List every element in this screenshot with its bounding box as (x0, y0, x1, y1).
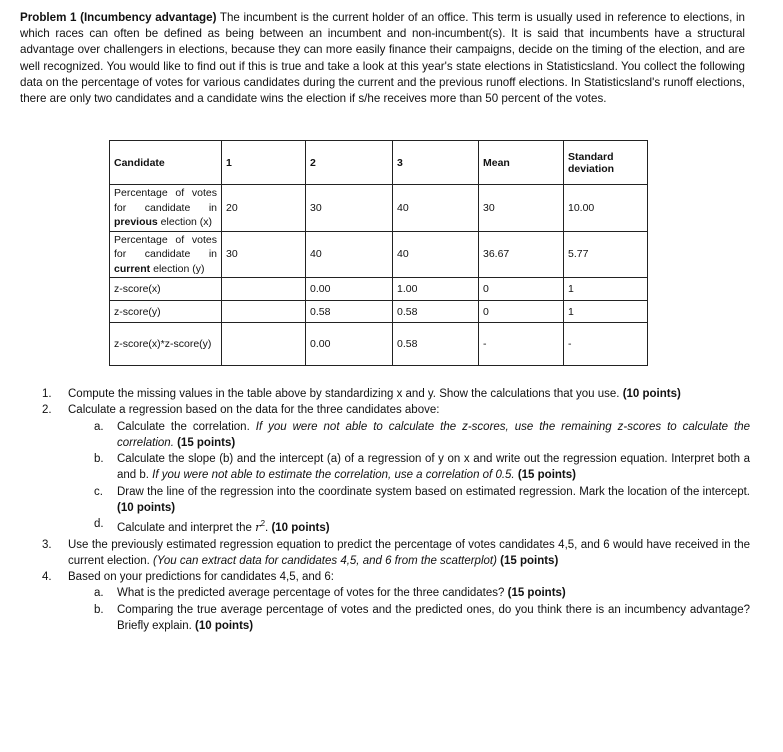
table-cell: 36.67 (479, 231, 564, 278)
question-item (20, 386, 750, 402)
question-text: Calculate the slope (b) and the intercept (a) of a regression of y on x and write out the regression equation. Interpret both a and b. (117, 453, 750, 482)
table-cell: 0 (479, 301, 564, 323)
question-text: Calculate a regression based on the data for the three candidates above: (68, 404, 440, 417)
row-label: z-score(x) (110, 278, 222, 301)
header-cell: 3 (393, 141, 479, 185)
subquestion-item (20, 451, 750, 484)
subquestion-item (20, 419, 750, 452)
problem-text: The incumbent is the current holder of an office. This term is usually used in reference to elections, in which races can often be defined as being between an incumbent and non-incumbent(s). It is said that incumbents have a structural advantage over challengers in elections, because they can more easily finance their campaigns, decide on the timing of the election, and are well recognized. You would like to find out if this is true and take a look at this year's state elections in Statisticsland. You collect the following data on the percentage of votes for various candidates during the current and the previous runoff elections. In Statisticsland's runoff elections, there are only two candidates and a candidate wins the election if s/he receives more than 50 percent of the votes. (20, 11, 745, 106)
r-squared-symbol: r (255, 520, 261, 535)
table-cell: 0.58 (393, 301, 479, 323)
table-cell: 20 (222, 185, 306, 232)
table-cell: 30 (479, 185, 564, 232)
question-points: (10 points) (271, 522, 330, 535)
question-text: Compute the missing values in the table above by standardizing x and y. Show the calculations that you use. (68, 388, 620, 400)
table-cell: 1 (564, 301, 648, 323)
table-cell: 40 (306, 231, 393, 278)
subquestion-letter: a. (94, 587, 104, 600)
question-text: Use the previously estimated regression equation to predict the percentage of votes candidates 4,5, and 6 would have received in the current election. (68, 538, 750, 567)
question-note: If you were not able to estimate the correlation, use a correlation of 0.5. (152, 469, 515, 482)
question-number: 4. (42, 571, 52, 584)
question-text: Comparing the true average percentage of votes and the predicted ones, do you think there is an incumbency advantage? Briefly explain. (117, 603, 750, 632)
question-text: What is the predicted average percentage of votes for the three candidates? (117, 587, 505, 600)
table-cell: - (564, 323, 648, 366)
question-list (20, 386, 750, 634)
question-note: (You can extract data for candidates 4,5, and 6 from the scatterplot) (153, 554, 497, 567)
question-number: 2. (42, 404, 52, 417)
header-cell: Standard deviation (564, 141, 648, 185)
question-text: Based on your predictions for candidates 4,5, and 6: (68, 571, 334, 584)
header-cell: Candidate (110, 141, 222, 185)
header-cell: Mean (479, 141, 564, 185)
subquestion-letter: a. (94, 420, 104, 433)
question-item (20, 569, 750, 585)
question-points: (15 points) (517, 469, 576, 482)
question-points: (15 points) (500, 554, 559, 567)
superscript: 2 (260, 519, 266, 529)
question-item (20, 537, 750, 570)
header-cell: 2 (306, 141, 393, 185)
question-points: (10 points) (622, 388, 681, 400)
table-cell: 5.77 (564, 231, 648, 278)
question-text: Calculate and interpret the (117, 522, 256, 535)
question-text: Calculate the correlation. (117, 420, 256, 433)
table-cell: 1.00 (393, 278, 479, 301)
table-cell: 0.58 (393, 323, 479, 366)
question-number: 3. (42, 538, 52, 551)
subquestion-item: d. Calculate and interpret the $r^2$. (10 points) (94, 518, 330, 535)
subquestion-item (20, 602, 750, 635)
question-item (20, 402, 750, 418)
table-row (110, 323, 648, 366)
table-cell (222, 323, 306, 366)
question-note: If you were not able to calculate the z-scores, use the remaining z-scores to calculate the correlation. (117, 420, 750, 449)
table-row (110, 301, 648, 323)
row-label: z-score(x)*z-score(y) (110, 323, 222, 366)
subquestion-item (20, 484, 750, 517)
table-cell: 0.00 (306, 323, 393, 366)
row-label: Percentage of votes for candidate in previous election (x) (110, 185, 222, 232)
question-points: (15 points) (177, 436, 236, 449)
question-number: 1. (42, 388, 52, 400)
data-table (109, 140, 648, 366)
question-text: Draw the line of the regression into the coordinate system based on estimated regression. Mark the location of the intercept. (117, 485, 750, 498)
table-cell: 40 (393, 185, 479, 232)
question-points: (10 points) (195, 619, 254, 632)
question-points: (10 points) (117, 502, 176, 515)
table-row (110, 278, 648, 301)
table-cell: - (479, 323, 564, 366)
subquestion-letter: b. (94, 603, 104, 616)
row-label: z-score(y) (110, 301, 222, 323)
table-cell: 40 (393, 231, 479, 278)
table-cell: 30 (222, 231, 306, 278)
table-cell: 0.58 (306, 301, 393, 323)
table-cell: 1 (564, 278, 648, 301)
table-cell (222, 301, 306, 323)
table-header-row (110, 141, 648, 185)
subquestion-item (20, 585, 750, 601)
table-cell: 10.00 (564, 185, 648, 232)
row-label: Percentage of votes for candidate in current election (y) (110, 231, 222, 278)
header-cell: 1 (222, 141, 306, 185)
table-cell: 30 (306, 185, 393, 232)
subquestion-letter: b. (94, 453, 104, 466)
question-points: (15 points) (507, 587, 566, 600)
problem-intro (20, 10, 745, 107)
table-cell: 0 (479, 278, 564, 301)
subquestion-letter: c. (94, 485, 103, 498)
problem-title: Problem 1 (Incumbency advantage) (20, 11, 217, 24)
table-cell: 0.00 (306, 278, 393, 301)
subquestion-letter: d. (94, 518, 104, 531)
table-cell (222, 278, 306, 301)
table-row (110, 185, 648, 232)
table-row (110, 231, 648, 278)
